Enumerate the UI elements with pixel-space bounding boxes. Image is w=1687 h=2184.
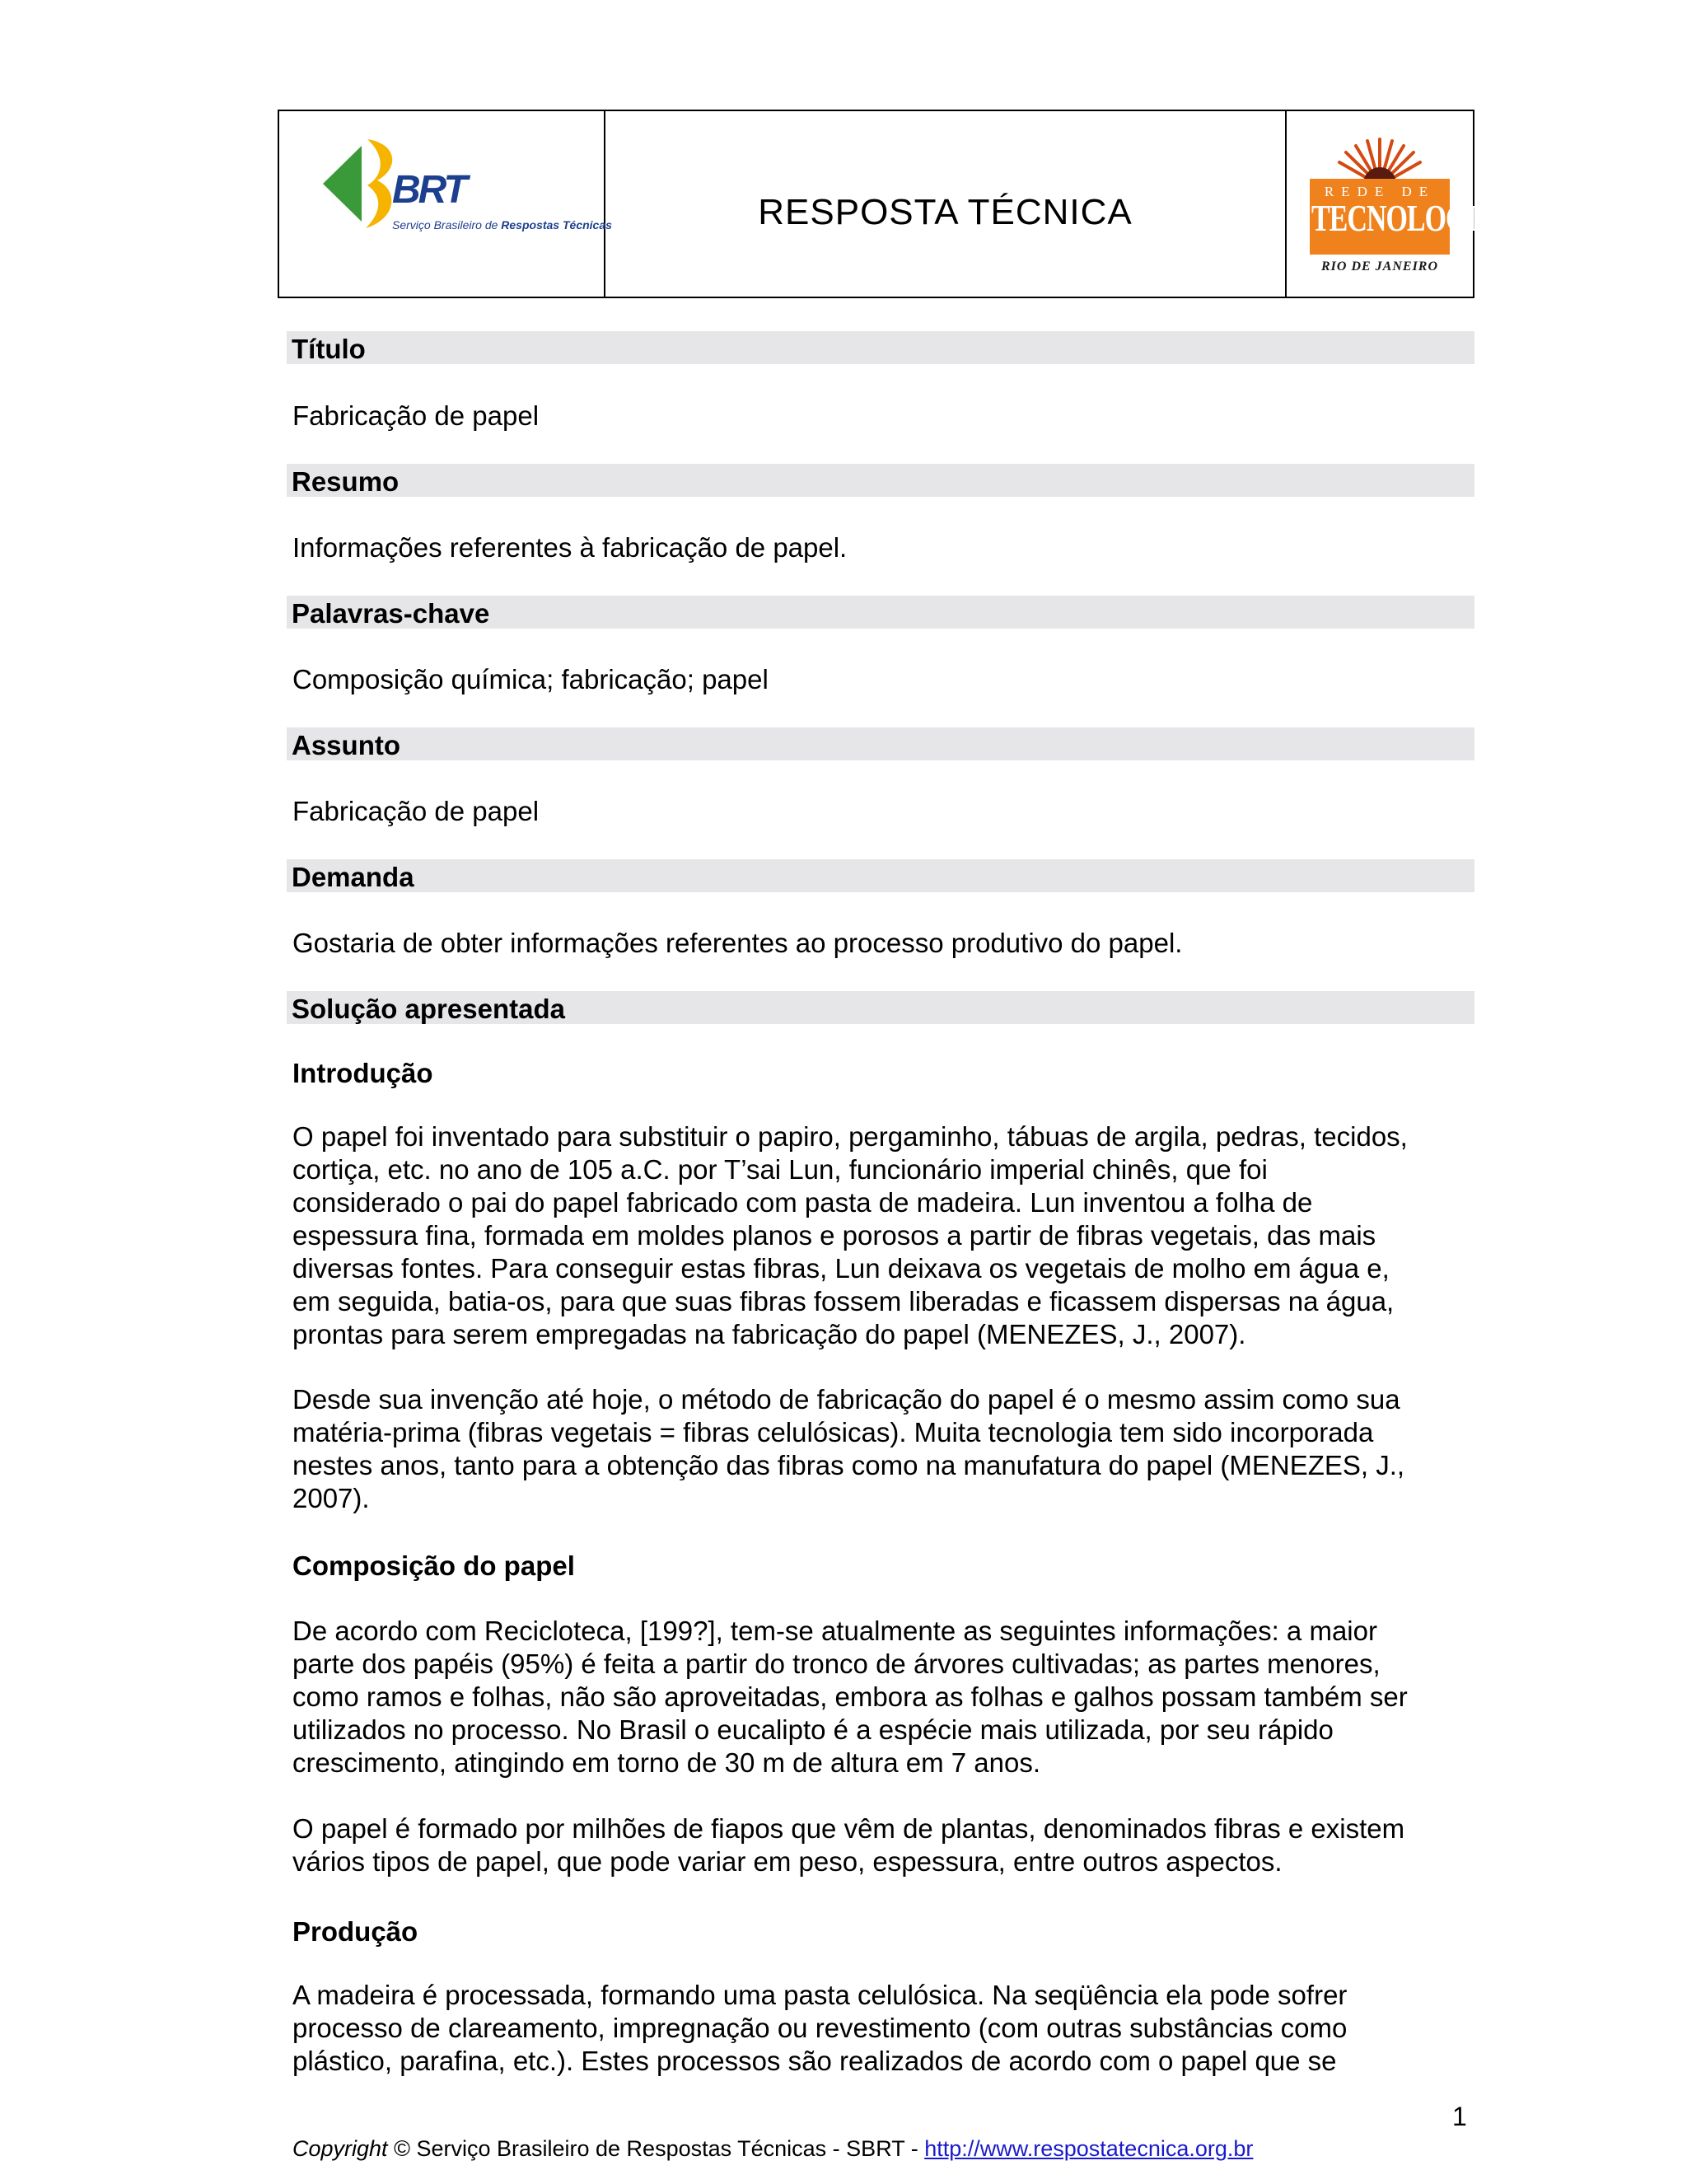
section-value-assunto: Fabricação de papel <box>292 796 540 826</box>
text-line: como ramos e folhas, não são aproveitadas, embora as folhas e galhos possam também ser <box>292 1681 1408 1712</box>
paragraph-producao-1 <box>292 1979 1479 2078</box>
section-label: Solução apresentada <box>292 994 565 1024</box>
text-line: espessura fina, formada em moldes planos e porosos a partir de fibras vegetais, das mais <box>292 1220 1376 1251</box>
copyright-text: © Serviço Brasileiro de Respostas Técnicas - SBRT - <box>387 2136 925 2161</box>
copyright-label: Copyright <box>292 2136 388 2161</box>
document-type-title: RESPOSTA TÉCNICA <box>758 191 1133 232</box>
text-line: O papel foi inventado para substituir o papiro, pergaminho, tábuas de argila, pedras, tecidos, <box>292 1121 1408 1152</box>
section-label: Demanda <box>292 862 414 892</box>
section-bar-resumo <box>287 464 1474 497</box>
heading-composicao: Composição do papel <box>292 1550 575 1581</box>
text-line: considerado o pai do papel fabricado com pasta de madeira. Lun inventou a folha de <box>292 1187 1313 1218</box>
rede-logo-line2: TECNOLOGIA <box>1311 199 1497 240</box>
text-line: prontas para serem empregadas na fabricação do papel (MENEZES, J., 2007). <box>292 1319 1246 1349</box>
text-line: matéria-prima (fibras vegetais = fibras celulósicas). Muita tecnologia tem sido incorporada <box>292 1417 1374 1447</box>
text-line: diversas fontes. Para conseguir estas fibras, Lun deixava os vegetais de molho em água e, <box>292 1253 1390 1284</box>
text-line: plástico, parafina, etc.). Estes processos são realizados de acordo com o papel que se <box>292 2046 1337 2076</box>
text-line: em seguida, batia-os, para que suas fibras fossem liberadas e ficassem dispersas na água, <box>292 1286 1395 1316</box>
heading-introducao: Introdução <box>292 1058 433 1088</box>
text-line: vários tipos de papel, que pode variar em peso, espessura, entre outros aspectos. <box>292 1846 1283 1877</box>
paragraph-composicao-1 <box>292 1615 1479 1779</box>
footer-link[interactable]: http://www.respostatecnica.org.br <box>924 2136 1254 2161</box>
section-label: Título <box>292 334 366 364</box>
section-value-demanda: Gostaria de obter informações referentes ao processo produtivo do papel. <box>292 928 1183 958</box>
sbrt-logo <box>316 136 612 235</box>
section-bar-demanda <box>287 859 1474 892</box>
rede-tecnologia-logo <box>1306 136 1497 284</box>
paragraph-introducao-1 <box>292 1120 1479 1351</box>
section-bar-solucao <box>287 991 1474 1024</box>
text-line: De acordo com Recicloteca, [199?], tem-se atualmente as seguintes informações: a maior <box>292 1616 1377 1646</box>
text-line: parte dos papéis (95%) é feita a partir do tronco de árvores cultivadas; as partes menores, <box>292 1649 1381 1679</box>
sbrt-tagline: Serviço Brasileiro de Respostas Técnicas <box>392 218 612 231</box>
page-number: 1 <box>1452 2102 1467 2131</box>
text-line: processo de clareamento, impregnação ou revestimento (com outras substâncias como <box>292 2013 1348 2043</box>
section-label: Resumo <box>292 466 400 497</box>
text-line: A madeira é processada, formando uma pasta celulósica. Na seqüência ela pode sofrer <box>292 1980 1348 2010</box>
sbrt-brand: BRT <box>392 168 465 212</box>
footer <box>292 2136 1253 2162</box>
text-line: nestes anos, tanto para a obtenção das fibras como na manufatura do papel (MENEZES, J., <box>292 1450 1405 1480</box>
section-value-titulo: Fabricação de papel <box>292 400 540 431</box>
text-line: utilizados no processo. No Brasil o eucalipto é a espécie mais utilizada, por seu rápido <box>292 1714 1334 1745</box>
header-table <box>278 110 1497 298</box>
text-line: Desde sua invenção até hoje, o método de fabricação do papel é o mesmo assim como sua <box>292 1384 1400 1415</box>
sbrt-logo-cell <box>279 111 612 297</box>
section-bar-palavras-chave <box>287 596 1474 629</box>
section-label: Assunto <box>292 730 400 760</box>
section-value-resumo: Informações referentes à fabricação de papel. <box>292 532 848 563</box>
rede-logo-line3: RIO DE JANEIRO <box>1320 260 1439 274</box>
paragraph-introducao-2 <box>292 1383 1479 1515</box>
section-bar-assunto <box>287 727 1474 760</box>
text-line: crescimento, atingindo em torno de 30 m de altura em 7 anos. <box>292 1747 1040 1778</box>
document-type-cell <box>605 111 1287 297</box>
text-line: 2007). <box>292 1483 370 1513</box>
rede-logo-line1: REDE DE <box>1324 184 1436 199</box>
heading-producao: Produção <box>292 1916 418 1947</box>
section-label: Palavras-chave <box>292 598 490 629</box>
paragraph-composicao-2 <box>292 1812 1479 1878</box>
section-bar-titulo <box>287 331 1474 364</box>
rede-logo-cell <box>1287 111 1497 297</box>
section-value-palavras-chave: Composição química; fabricação; papel <box>292 664 769 694</box>
text-line: O papel é formado por milhões de fiapos que vêm de plantas, denominados fibras e existem <box>292 1813 1405 1844</box>
text-line: cortiça, etc. no ano de 105 a.C. por T’sai Lun, funcionário imperial chinês, que foi <box>292 1154 1268 1185</box>
